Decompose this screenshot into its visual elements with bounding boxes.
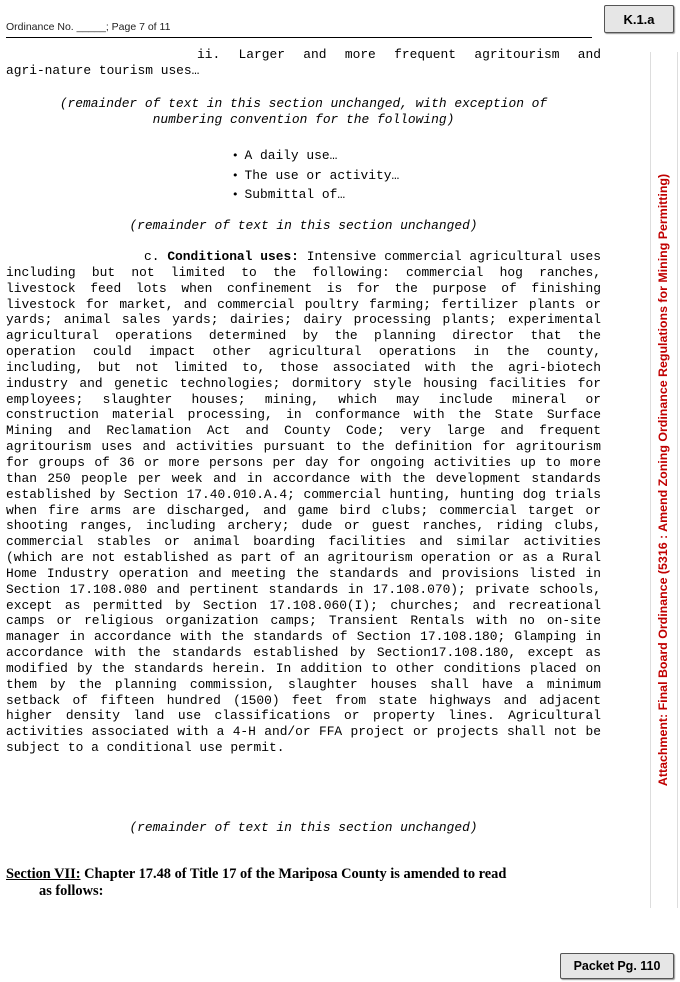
section-label: Section VII:	[6, 866, 81, 882]
section-text-line-2: as follows:	[39, 883, 104, 899]
item-ii-line-1: ii. Larger and more frequent agritourism and	[197, 47, 601, 62]
unchanged-note-1-line-2: numbering convention for the following)	[152, 111, 455, 127]
section-vii-heading	[6, 866, 606, 900]
item-c-prefix: c.	[144, 249, 168, 264]
unchanged-note-2: (remainder of text in this section unchanged)	[129, 218, 478, 233]
bullet-item: • Submittal of…	[232, 185, 399, 205]
unchanged-note-1	[6, 96, 601, 128]
header-divider	[6, 37, 592, 38]
item-ii-line-2: agri-nature tourism uses…	[6, 62, 200, 78]
conditional-uses-text: Intensive commercial agricultural uses including but not limited to the following: commercial hog ranches, livestock feed lots when confinement is for the purpose of finishing livestock for market, and commercial poultry farming; fertilizer plants or yards; animal sales yards; dairies; dairy processing plants; experimental agricultural operations determined by the planning director that the operation could impact other agricultural operations in the county, including, but not limited to, those associated with the agri-biotech industry and genetic technologies; dormitory style housing facilities for employees; slaughter houses; mining, which may include mineral or construction material processing, in conformance with the State Surface Mining and Reclamation Act and County Code; very large and frequent agritourism uses and activities pursuant to the definition for agritourism for groups of 36 or more persons per day for ongoing activities up to more than 250 people per week and in accordance with the development standards established by Section 17.40.010.A.4; commercial hunting, hunting dog trials when fire arms are discharged, and game bird clubs; commercial target or shooting ranges, including archery; dude or guest ranches, riding clubs, commercial stables or animal boarding facilities and similar activities (which are not established as part of an agritourism operation or as a Rural Home Industry operation and meeting the standards and provisions listed in Section 17.108.080 and pertinent standards in 17.108.070); private schools, except as permitted by Section 17.108.060(I); churches; and recreational camps or religious organization camps; Transient Rentals with no on-site manager in accordance with the standards of Section 17.108.180; Glamping in accordance with the standards established by Section17.108.180, except as modified by the standards herein. In addition to other conditions placed on them by the planning commission, slaughter houses shall have a minimum setback of fifteen hundred (1500) feet from state highways and adjacent higher density land use classifications or property lines. Agricultural activities associated with a 4-H and/or FFA project or projects shall not be subject to a conditional use permit.	[6, 249, 601, 756]
conditional-uses-paragraph	[6, 249, 601, 756]
bullet-item: • The use or activity…	[232, 166, 399, 186]
section-text-line-1: Chapter 17.48 of Title 17 of the Mariposa County is amended to read	[80, 866, 507, 882]
packet-page-badge: Packet Pg. 110	[560, 953, 674, 979]
bullet-list	[232, 146, 399, 205]
ordinance-page-header: Ordinance No. _____; Page 7 of 11	[6, 21, 171, 33]
item-ii-paragraph	[6, 47, 601, 79]
bullet-item: • A daily use…	[232, 146, 399, 166]
unchanged-note-1-line-1: (remainder of text in this section unchanged, with exception of	[59, 96, 548, 111]
conditional-uses-heading: Conditional uses:	[167, 249, 299, 264]
attachment-sidebar-label: Attachment: Final Board Ordinance (5316 : Amend Zoning Ordinance Regulations for Mining Permitting)	[656, 173, 670, 787]
agenda-item-badge: K.1.a	[604, 5, 674, 33]
unchanged-note-3: (remainder of text in this section unchanged)	[129, 820, 478, 835]
